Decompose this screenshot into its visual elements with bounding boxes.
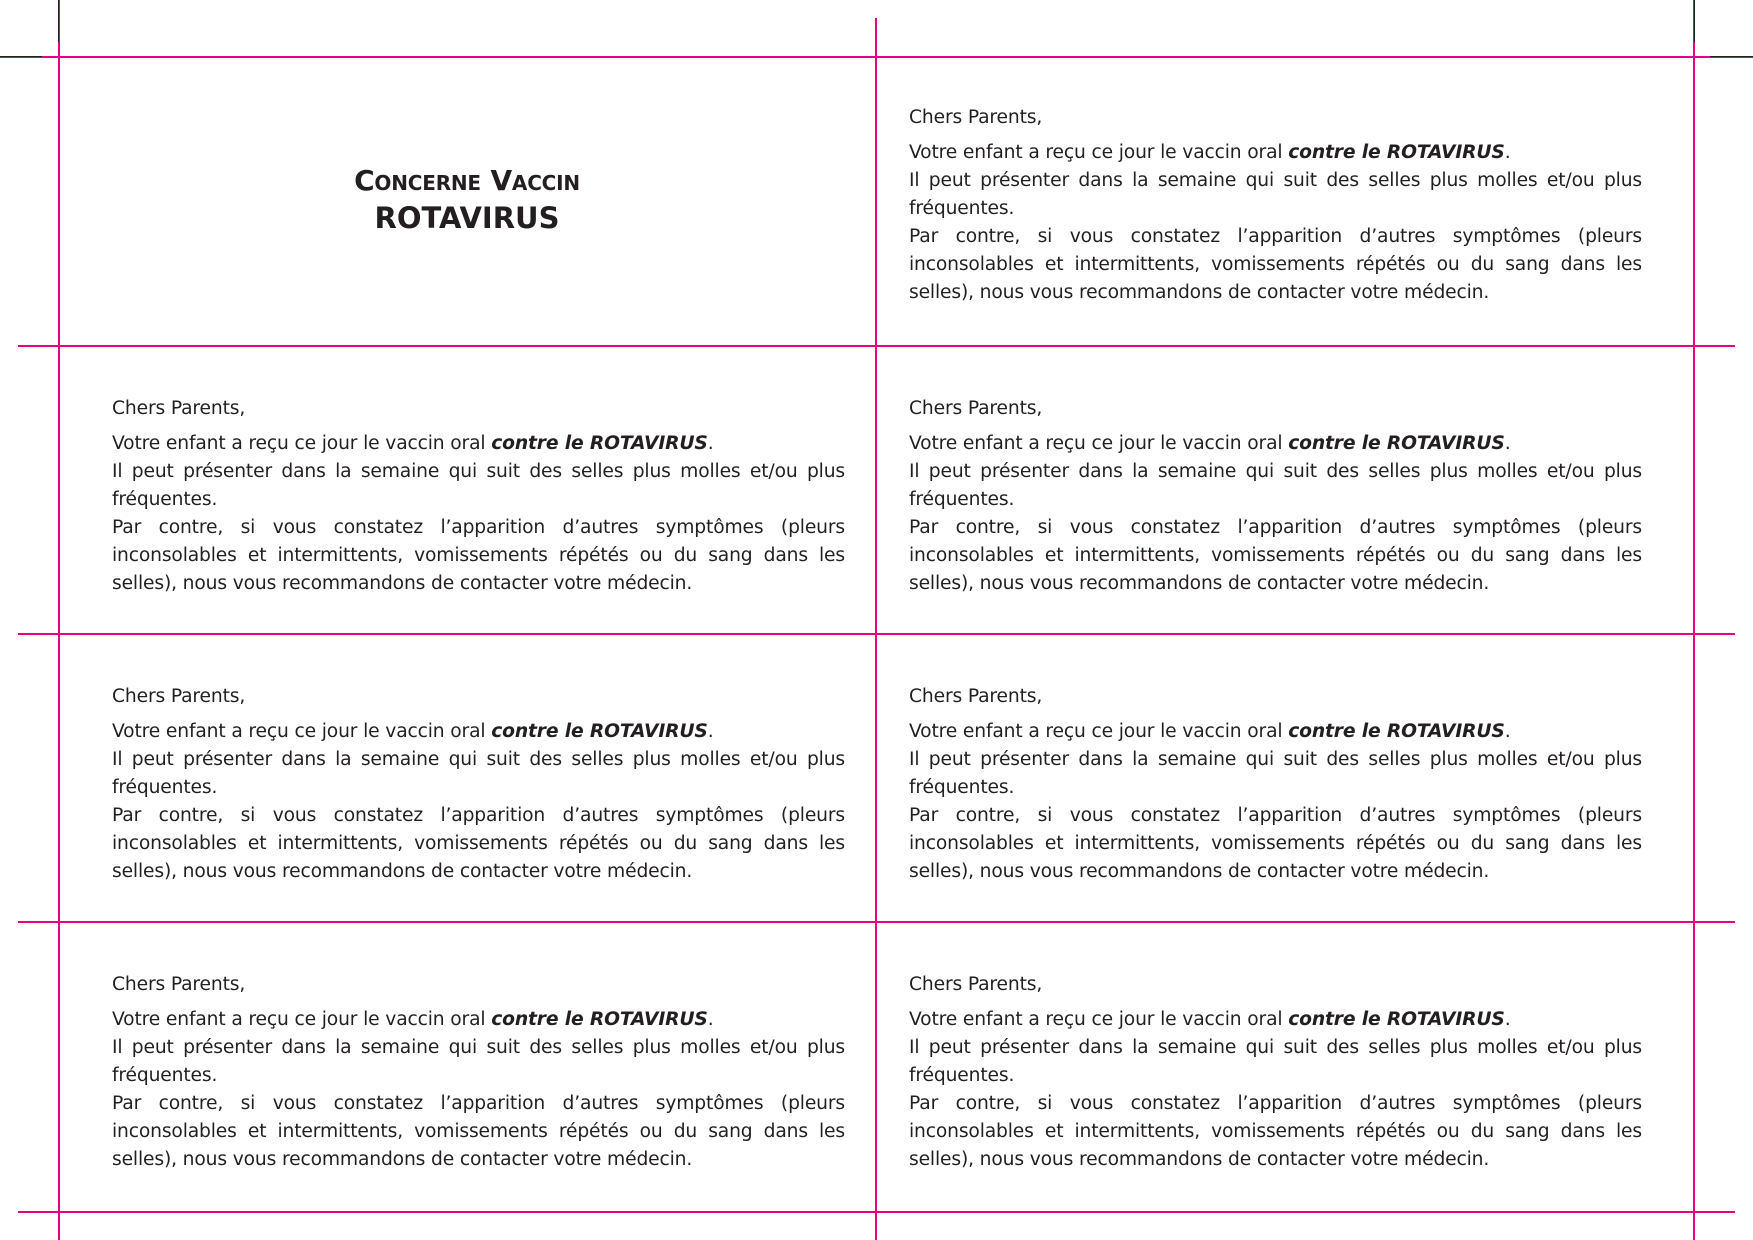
notice-emphasis: contre le ROTAVIRUS (491, 433, 708, 454)
notice-paragraph-2: Par contre, si vous constatez l’apparition d’autres symptômes (pleurs inconsolables et intermittents, vomissements répétés ou du sang dans les selles), nous vous recommandons de contacter votre médecin. (112, 517, 845, 594)
crop-mark (58, 0, 59, 42)
notice-paragraph-2: Par contre, si vous constatez l’apparition d’autres symptômes (pleurs inconsolables et intermittents, vomissements répétés ou du sang dans les selles), nous vous recommandons de contacter votre médecin. (112, 805, 845, 882)
notice-line-1: Votre enfant a reçu ce jour le vaccin oral contre le ROTAVIRUS. (909, 433, 1511, 454)
notice-paragraph-1: Il peut présenter dans la semaine qui suit des selles plus molles et/ou plus fréquentes. (112, 461, 845, 510)
notice-card (909, 104, 1642, 307)
notice-paragraph-1: Il peut présenter dans la semaine qui suit des selles plus molles et/ou plus fréquentes. (909, 1037, 1642, 1086)
notice-body (909, 718, 1642, 886)
notice-emphasis: contre le ROTAVIRUS (1288, 1009, 1505, 1030)
notice-emphasis: contre le ROTAVIRUS (1288, 142, 1505, 163)
notice-greeting: Chers Parents, (112, 686, 246, 707)
notice-line-1: Votre enfant a reçu ce jour le vaccin oral contre le ROTAVIRUS. (909, 142, 1511, 163)
notice-emphasis: contre le ROTAVIRUS (1288, 721, 1505, 742)
notice-emphasis: contre le ROTAVIRUS (491, 721, 708, 742)
notice-emphasis: contre le ROTAVIRUS (1288, 433, 1505, 454)
cut-line-vertical (1693, 0, 1695, 1240)
notice-card (112, 971, 845, 1174)
notice-paragraph-2: Par contre, si vous constatez l’apparition d’autres symptômes (pleurs inconsolables et intermittents, vomissements répétés ou du sang dans les selles), nous vous recommandons de contacter votre médecin. (909, 517, 1642, 594)
notice-line-1: Votre enfant a reçu ce jour le vaccin oral contre le ROTAVIRUS. (112, 1009, 714, 1030)
notice-body (112, 1006, 845, 1174)
crop-mark (1710, 56, 1753, 57)
notice-greeting: Chers Parents, (909, 974, 1043, 995)
notice-body (112, 430, 845, 598)
crop-mark (1694, 0, 1695, 42)
notice-line-1: Votre enfant a reçu ce jour le vaccin oral contre le ROTAVIRUS. (909, 721, 1511, 742)
notice-card (909, 683, 1642, 886)
notice-paragraph-1: Il peut présenter dans la semaine qui suit des selles plus molles et/ou plus fréquentes. (909, 749, 1642, 798)
cut-line-vertical (875, 18, 877, 1240)
notice-paragraph-2: Par contre, si vous constatez l’apparition d’autres symptômes (pleurs inconsolables et intermittents, vomissements répétés ou du sang dans les selles), nous vous recommandons de contacter votre médecin. (909, 1093, 1642, 1170)
notice-card (112, 395, 845, 598)
notice-greeting: Chers Parents, (909, 398, 1043, 419)
notice-greeting: Chers Parents, (909, 686, 1043, 707)
notice-body (112, 718, 845, 886)
title-rotavirus: ROTAVIRUS (374, 201, 560, 235)
notice-emphasis: contre le ROTAVIRUS (491, 1009, 708, 1030)
notice-greeting: Chers Parents, (112, 974, 246, 995)
notice-body (909, 139, 1642, 307)
notice-paragraph-1: Il peut présenter dans la semaine qui suit des selles plus molles et/ou plus fréquentes. (112, 749, 845, 798)
notice-line-1: Votre enfant a reçu ce jour le vaccin oral contre le ROTAVIRUS. (112, 433, 714, 454)
notice-body (909, 1006, 1642, 1174)
title-concerne-vaccin: Concerne Vaccin (354, 164, 580, 197)
notice-line-1: Votre enfant a reçu ce jour le vaccin oral contre le ROTAVIRUS. (112, 721, 714, 742)
crop-mark (0, 56, 42, 57)
notice-body (909, 430, 1642, 598)
title-card (59, 57, 875, 345)
notice-greeting: Chers Parents, (909, 107, 1043, 128)
notice-paragraph-1: Il peut présenter dans la semaine qui suit des selles plus molles et/ou plus fréquentes. (112, 1037, 845, 1086)
notice-paragraph-1: Il peut présenter dans la semaine qui suit des selles plus molles et/ou plus fréquentes. (909, 461, 1642, 510)
notice-card (112, 683, 845, 886)
notice-greeting: Chers Parents, (112, 398, 246, 419)
notice-paragraph-1: Il peut présenter dans la semaine qui suit des selles plus molles et/ou plus fréquentes. (909, 170, 1642, 219)
notice-card (909, 971, 1642, 1174)
notice-line-1: Votre enfant a reçu ce jour le vaccin oral contre le ROTAVIRUS. (909, 1009, 1511, 1030)
notice-paragraph-2: Par contre, si vous constatez l’apparition d’autres symptômes (pleurs inconsolables et intermittents, vomissements répétés ou du sang dans les selles), nous vous recommandons de contacter votre médecin. (909, 226, 1642, 303)
notice-paragraph-2: Par contre, si vous constatez l’apparition d’autres symptômes (pleurs inconsolables et intermittents, vomissements répétés ou du sang dans les selles), nous vous recommandons de contacter votre médecin. (112, 1093, 845, 1170)
notice-card (909, 395, 1642, 598)
notice-paragraph-2: Par contre, si vous constatez l’apparition d’autres symptômes (pleurs inconsolables et intermittents, vomissements répétés ou du sang dans les selles), nous vous recommandons de contacter votre médecin. (909, 805, 1642, 882)
